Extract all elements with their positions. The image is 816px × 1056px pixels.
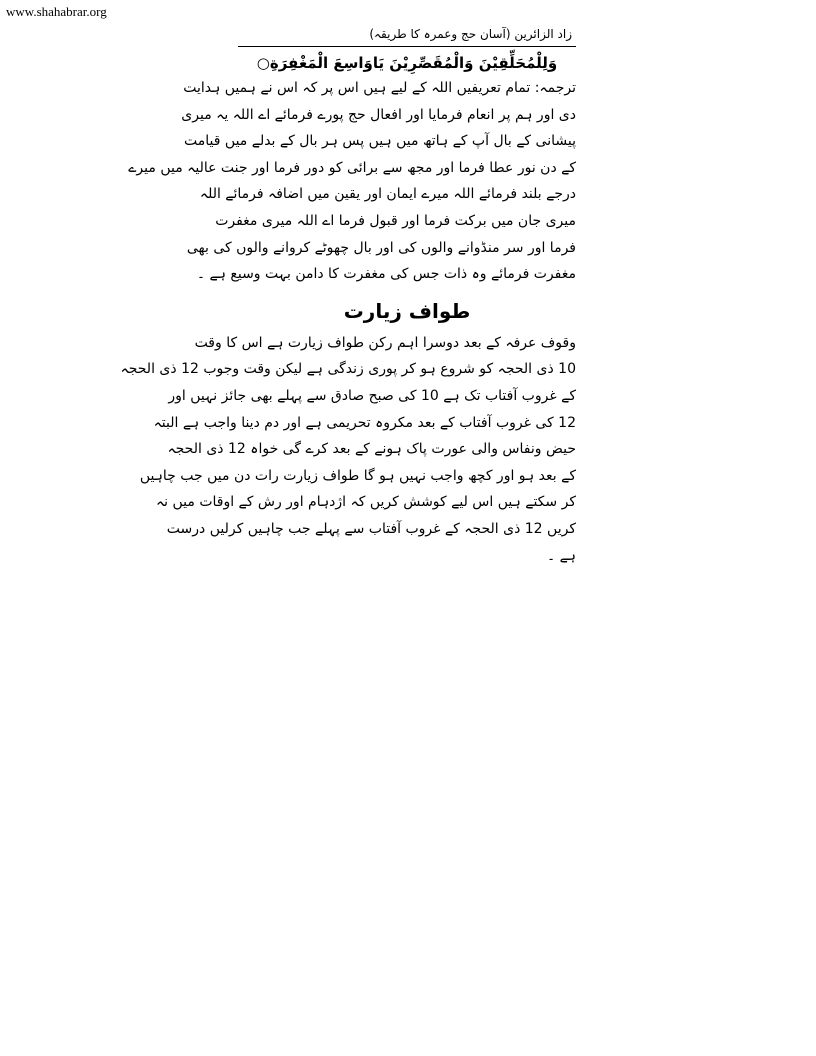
section-line: 10 ذی الحجہ کو شروع ہو کر پوری زندگی ہے لیکن وقت وجوب 12 ذی الحجہ	[120, 361, 576, 378]
section-line: حیض ونفاس والی عورت پاک ہونے کے بعد کرے گی خواہ 12 ذی الحجہ	[167, 441, 576, 458]
book-page	[120, 26, 576, 569]
translation-line: پیشانی کے بال آپ کے ہاتھ میں ہیں پس ہر بال کے بدلے میں قیامت	[184, 133, 576, 150]
translation-line: میری جان میں برکت فرما اور قبول فرما اے اللہ میری مغفرت	[215, 212, 576, 229]
translation-line: مغفرت فرمائے وہ ذات جس کی مغفرت کا دامن بہت وسیع ہے ۔	[196, 266, 576, 283]
section-line: کے غروب آفتاب تک ہے 10 کی صبح صادق سے پہلے بھی جائز نہیں اور	[168, 387, 576, 404]
site-url: www.shahabrar.org	[6, 4, 107, 19]
arabic-verse: وَلِلْمُحَلِّقِيْنَ وَالْمُقَصِّرِيْنَ يَاوَاسِعَ الْمَغْفِرَةِ○	[256, 54, 558, 72]
section-line: 12 کی غروب آفتاب کے بعد مکروہ تحریمی ہے اور دم دینا واجب ہے البتہ	[153, 414, 576, 431]
running-header: زاد الزائرین (آسان حج وعمرہ کا طریقہ)	[238, 26, 576, 47]
translation-line: فرما اور سر منڈوانے والوں کی اور بال چھوٹے کروانے والوں کی بھی	[186, 239, 576, 256]
translation-line: دی اور ہم پر انعام فرمایا اور افعال حج پورے فرمائے اے اللہ یہ میری	[181, 106, 576, 123]
translation-line: کے دن نور عطا فرما اور مجھ سے برائی کو دور فرما اور جنت عالیہ میں میرے	[128, 159, 576, 176]
section-paragraph	[120, 330, 576, 569]
section-line: کر سکتے ہیں اس لیے کوشش کریں کہ اژدہام اور رش کے اوقات میں نہ	[155, 494, 576, 511]
translation-paragraph	[128, 75, 576, 288]
section-line: کریں 12 ذی الحجہ کے غروب آفتاب سے پہلے جب چاہیں کرلیں درست	[166, 520, 576, 537]
translation-line: درجے بلند فرمائے اللہ میرے ایمان اور یقین میں اضافہ فرمائے اللہ	[199, 186, 576, 203]
translation-line: ترجمہ: تمام تعریفیں اللہ کے لیے ہیں اس پر کہ اس نے ہمیں ہدایت	[183, 80, 576, 96]
section-line: کے بعد ہو اور کچھ واجب نہیں ہو گا طواف زیارت رات دن میں جب چاہیں	[139, 467, 576, 484]
section-line: وقوف عرفہ کے بعد دوسرا اہم رکن طواف زیارت ہے اس کا وقت	[194, 334, 576, 351]
section-heading: طواف زیارت	[343, 298, 471, 323]
section-line: ہے ۔	[546, 547, 576, 564]
